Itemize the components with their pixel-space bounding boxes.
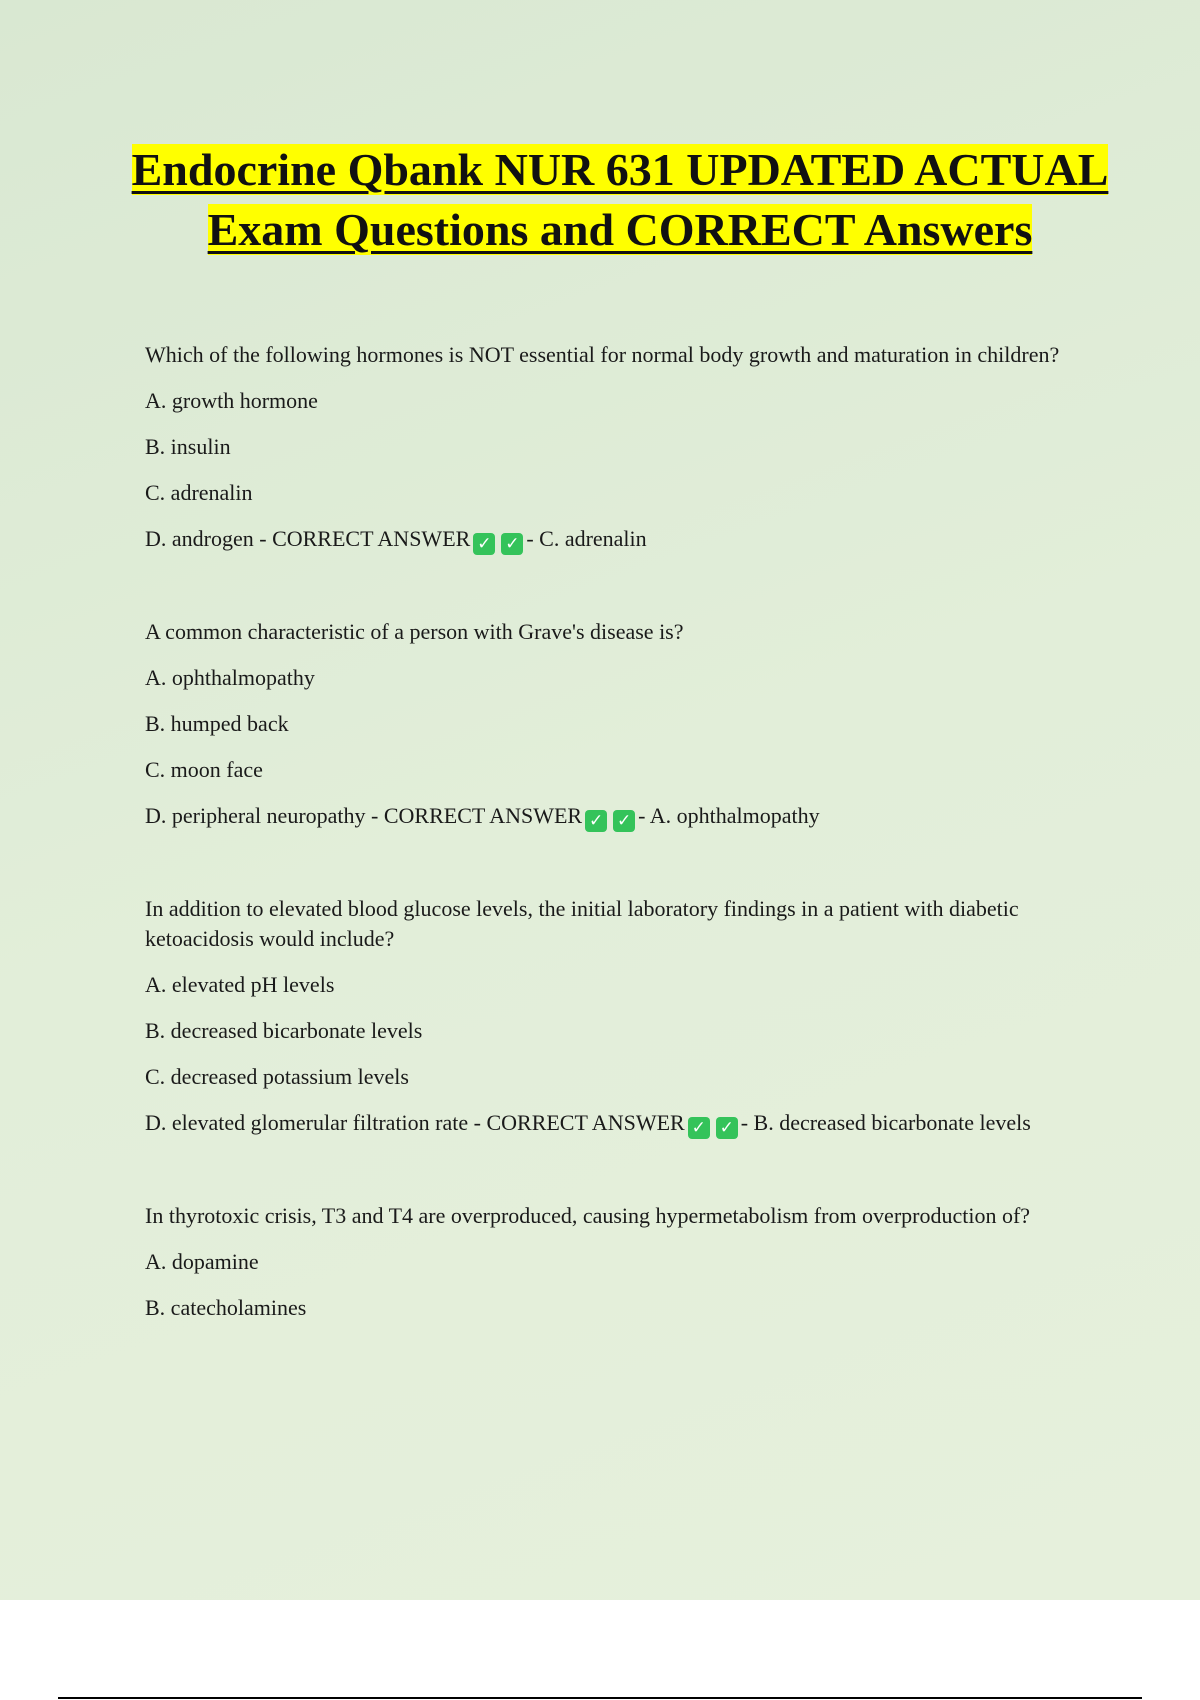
option-a: A. elevated pH levels (145, 972, 335, 997)
option-b: B. catecholamines (145, 1295, 307, 1320)
correct-answer: - B. decreased bicarbonate levels (740, 1110, 1031, 1135)
option-b: B. humped back (145, 711, 289, 736)
correct-answer: - C. adrenalin (526, 526, 647, 551)
option-c: C. adrenalin (145, 480, 253, 505)
option-d-with-answer (145, 801, 1090, 832)
document-title: Endocrine Qbank NUR 631 UPDATED ACTUAL Exam Questions and CORRECT Answers (131, 144, 1109, 255)
option-c: C. decreased potassium levels (145, 1064, 409, 1089)
option-b: B. insulin (145, 434, 231, 459)
question-text: In thyrotoxic crisis, T3 and T4 are overproduced, causing hypermetabolism from overproduction of? (145, 1203, 1031, 1228)
footer-divider (58, 1697, 1142, 1699)
question-list (145, 340, 1090, 1323)
question-1 (145, 340, 1090, 555)
option-d: D. elevated glomerular filtration rate - CORRECT ANSWER (145, 1110, 685, 1135)
option-a: A. growth hormone (145, 388, 318, 413)
correct-answer: - A. ophthalmopathy (638, 803, 820, 828)
question-3 (145, 894, 1090, 1139)
question-text: A common characteristic of a person with Grave's disease is? (145, 619, 684, 644)
option-a: A. ophthalmopathy (145, 665, 315, 690)
question-text: Which of the following hormones is NOT essential for normal body growth and maturation in children? (145, 342, 1060, 367)
check-mark-icon: ✓ (585, 810, 607, 832)
option-d: D. peripheral neuropathy - CORRECT ANSWER (145, 803, 583, 828)
check-mark-icon: ✓ (716, 1117, 738, 1139)
question-text: In addition to elevated blood glucose levels, the initial laboratory findings in a patient with diabetic ketoacidosis would include? (145, 896, 1019, 951)
option-b: B. decreased bicarbonate levels (145, 1018, 423, 1043)
option-d-with-answer (145, 524, 1090, 555)
option-d: D. androgen - CORRECT ANSWER (145, 526, 471, 551)
check-mark-icon: ✓ (473, 533, 495, 555)
option-c: C. moon face (145, 757, 263, 782)
check-mark-icon: ✓ (613, 810, 635, 832)
title-block (120, 140, 1120, 260)
check-mark-icon: ✓ (688, 1117, 710, 1139)
option-a: A. dopamine (145, 1249, 259, 1274)
question-4 (145, 1201, 1090, 1323)
check-mark-icon: ✓ (501, 533, 523, 555)
question-2 (145, 617, 1090, 832)
option-d-with-answer (145, 1108, 1090, 1139)
